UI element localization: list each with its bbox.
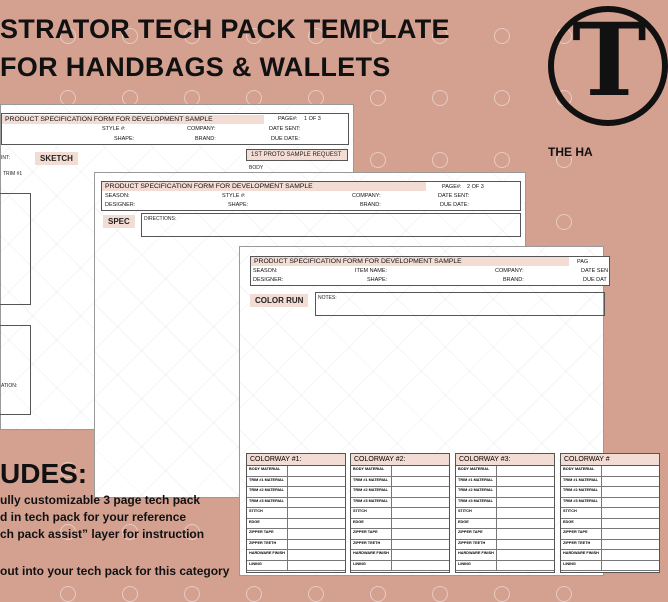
colorway-row-label: EDGE	[456, 519, 497, 529]
colorway-row-value	[288, 561, 345, 571]
page2-company-label: COMPANY:	[352, 193, 381, 199]
logo-letter: T	[572, 1, 647, 119]
colorway-row-value	[288, 550, 345, 560]
colorway-table	[455, 453, 555, 573]
colorway-row	[247, 508, 345, 519]
page1-header	[1, 113, 349, 145]
colorway-row	[247, 550, 345, 561]
tech-pack-page-3	[239, 246, 610, 576]
colorway-row-value	[392, 498, 449, 508]
watermark-circle	[122, 586, 138, 602]
colorway-row	[247, 519, 345, 530]
colorway-row-label: ZIPPER TAPE	[456, 529, 497, 539]
colorway-row	[456, 550, 554, 561]
proto-request-label: 1ST PROTO SAMPLE REQUEST	[251, 152, 342, 158]
colorway-row	[247, 529, 345, 540]
watermark-circle	[432, 152, 448, 168]
page2-season-label: SEASON:	[105, 193, 130, 199]
spec-label: SPEC	[103, 215, 135, 228]
colorway-row-value	[497, 498, 554, 508]
page2-style-label: STYLE #:	[222, 193, 246, 199]
colorway-row-value	[602, 487, 659, 497]
page1-brand-label: BRAND:	[195, 136, 216, 142]
colorway-row-label: ZIPPER TEETH	[247, 540, 288, 550]
page2-page-label: PAGE#:	[442, 184, 462, 190]
colorway-row-label: ZIPPER TAPE	[351, 529, 392, 539]
watermark-circle	[494, 152, 510, 168]
watermark-circle	[556, 586, 572, 602]
page1-left-fragment-1: INT:	[1, 155, 10, 161]
watermark-circle	[556, 214, 572, 230]
colorway-row-label: BODY MATERIAL	[351, 466, 392, 476]
includes-line-1: ully customizable 3 page tech pack	[0, 493, 201, 507]
colorway-row-label: TRIM #1 MATERIAL	[561, 477, 602, 487]
colorway-row-label: BODY MATERIAL	[456, 466, 497, 476]
page2-header	[101, 181, 521, 211]
colorway-row-value	[392, 529, 449, 539]
page3-company-label: COMPANY:	[495, 268, 524, 274]
page3-item-name-label: ITEM NAME:	[355, 268, 388, 274]
page1-form-title: PRODUCT SPECIFICATION FORM FOR DEVELOPMENT SAMPLE	[2, 115, 264, 124]
colorway-row-label: TRIM #1 MATERIAL	[351, 477, 392, 487]
colorway-row-value	[497, 550, 554, 560]
page1-left-fragment-3: ATION:	[1, 383, 18, 389]
colorway-row	[561, 550, 659, 561]
color-run-label: COLOR RUN	[250, 294, 308, 307]
colorway-row	[561, 487, 659, 498]
watermark-circle	[60, 586, 76, 602]
colorway-row	[351, 540, 449, 551]
colorway-row	[351, 529, 449, 540]
colorway-row-value	[497, 477, 554, 487]
colorway-row-label: LINING	[456, 561, 497, 571]
colorway-row-label: TRIM #1 MATERIAL	[456, 477, 497, 487]
notes-box	[315, 292, 605, 316]
colorway-row-value	[288, 529, 345, 539]
colorway-row	[247, 477, 345, 488]
colorway-row-value	[392, 477, 449, 487]
page3-brand-label: BRAND:	[503, 277, 524, 283]
colorway-row-label: HARDWARE FINISH	[456, 550, 497, 560]
colorway-row-value	[602, 498, 659, 508]
watermark-circle	[494, 90, 510, 106]
colorway-row-value	[602, 561, 659, 571]
page3-designer-label: DESIGNER:	[253, 277, 284, 283]
colorway-row	[561, 508, 659, 519]
watermark-circle	[370, 586, 386, 602]
colorway-row-value	[497, 508, 554, 518]
colorway-row-value	[288, 487, 345, 497]
colorway-row	[456, 519, 554, 530]
colorway-table	[246, 453, 346, 573]
directions-box	[141, 213, 521, 237]
colorway-row	[456, 508, 554, 519]
colorway-row	[561, 477, 659, 488]
colorway-row-label: STITCH	[561, 508, 602, 518]
colorway-row-value	[392, 550, 449, 560]
colorway-row	[351, 477, 449, 488]
colorway-row-value	[288, 466, 345, 476]
colorway-row	[247, 561, 345, 572]
colorway-row-label: LINING	[561, 561, 602, 571]
page2-brand-label: BRAND:	[360, 202, 381, 208]
page3-season-label: SEASON:	[253, 268, 278, 274]
colorway-row	[247, 487, 345, 498]
colorway-row-label: ZIPPER TAPE	[247, 529, 288, 539]
colorway-title: COLORWAY #1:	[247, 454, 345, 466]
colorway-row-label: TRIM #2 MATERIAL	[247, 487, 288, 497]
colorway-row-label: TRIM #1 MATERIAL	[247, 477, 288, 487]
watermark-circle	[184, 586, 200, 602]
colorway-row-label: TRIM #3 MATERIAL	[351, 498, 392, 508]
page1-left-box-2	[0, 325, 31, 415]
page3-header	[250, 256, 610, 286]
colorway-row-label: HARDWARE FINISH	[247, 550, 288, 560]
watermark-circle	[494, 28, 510, 44]
colorway-row	[456, 540, 554, 551]
colorway-row-value	[497, 561, 554, 571]
colorway-row-value	[392, 540, 449, 550]
colorway-row-label: TRIM #3 MATERIAL	[561, 498, 602, 508]
colorway-row-value	[392, 466, 449, 476]
page2-date-sent-label: DATE SENT:	[438, 193, 470, 199]
colorway-row	[561, 498, 659, 509]
includes-line-4: out into your tech pack for this category	[0, 564, 230, 578]
colorway-row	[561, 561, 659, 572]
colorway-title: COLORWAY #2:	[351, 454, 449, 466]
colorway-row-label: HARDWARE FINISH	[561, 550, 602, 560]
colorway-row-label: ZIPPER TEETH	[456, 540, 497, 550]
page3-due-label: DUE DAT	[583, 277, 607, 283]
page2-due-date-label: DUE DATE:	[440, 202, 469, 208]
page2-form-title: PRODUCT SPECIFICATION FORM FOR DEVELOPMENT SAMPLE	[102, 182, 426, 191]
watermark-circle	[494, 586, 510, 602]
colorway-row-value	[602, 466, 659, 476]
colorway-row-label: TRIM #3 MATERIAL	[456, 498, 497, 508]
watermark-circle	[370, 152, 386, 168]
includes-line-3: ch pack assist” layer for instruction	[0, 527, 205, 541]
colorway-row	[456, 487, 554, 498]
colorway-row	[247, 466, 345, 477]
colorway-row-label: TRIM #2 MATERIAL	[456, 487, 497, 497]
colorway-row-value	[602, 529, 659, 539]
page1-left-fragment-2: TRIM #1	[3, 171, 23, 177]
page1-date-sent-label: DATE SENT:	[269, 126, 301, 132]
colorway-row-value	[602, 477, 659, 487]
colorway-row	[456, 529, 554, 540]
colorway-row-label: LINING	[351, 561, 392, 571]
colorway-row	[351, 519, 449, 530]
colorway-title: COLORWAY #	[561, 454, 659, 466]
page2-page-value: 2 OF 3	[467, 184, 484, 190]
colorway-row	[247, 498, 345, 509]
page3-page-label: PAG	[577, 259, 589, 265]
colorway-row-label: STITCH	[456, 508, 497, 518]
colorway-row-value	[392, 519, 449, 529]
page3-date-label: DATE SEN	[581, 268, 609, 274]
colorway-row-value	[497, 466, 554, 476]
colorway-row-label: EDGE	[351, 519, 392, 529]
colorway-row-value	[602, 519, 659, 529]
colorway-row-value	[497, 540, 554, 550]
colorway-row-label: EDGE	[561, 519, 602, 529]
colorway-row-value	[288, 477, 345, 487]
colorway-row-label: HARDWARE FINISH	[351, 550, 392, 560]
watermark-circle	[432, 586, 448, 602]
watermark-circle	[246, 586, 262, 602]
colorway-row-label: ZIPPER TEETH	[351, 540, 392, 550]
colorway-row-label: STITCH	[351, 508, 392, 518]
colorway-row	[456, 466, 554, 477]
page2-shape-label: SHAPE:	[228, 202, 249, 208]
colorway-row	[561, 529, 659, 540]
notes-label: NOTES:	[318, 295, 337, 301]
body-label: BODY	[249, 165, 264, 171]
colorway-row	[351, 561, 449, 572]
banner-title-line2: FOR HANDBAGS & WALLETS	[0, 52, 391, 82]
colorway-row-label: BODY MATERIAL	[247, 466, 288, 476]
colorway-row-value	[392, 487, 449, 497]
page3-shape-label: SHAPE:	[367, 277, 388, 283]
colorway-table	[350, 453, 450, 573]
colorway-row-value	[602, 508, 659, 518]
watermark-circle	[370, 90, 386, 106]
colorway-row-label: LINING	[247, 561, 288, 571]
colorway-row	[351, 466, 449, 477]
colorway-title: COLORWAY #3:	[456, 454, 554, 466]
banner-title-line1: STRATOR TECH PACK TEMPLATE	[0, 14, 450, 44]
colorway-row-value	[392, 508, 449, 518]
colorway-row-value	[602, 550, 659, 560]
colorway-row-label: ZIPPER TAPE	[561, 529, 602, 539]
sketch-label: SKETCH	[35, 152, 78, 165]
colorway-row-label: ZIPPER TEETH	[561, 540, 602, 550]
colorway-row-value	[288, 498, 345, 508]
colorway-row	[351, 550, 449, 561]
includes-line-2: d in tech pack for your reference	[0, 510, 187, 524]
colorway-row	[456, 561, 554, 572]
colorway-row	[561, 540, 659, 551]
colorway-row-value	[288, 540, 345, 550]
colorway-row-label: TRIM #3 MATERIAL	[247, 498, 288, 508]
page1-company-label: COMPANY:	[187, 126, 216, 132]
colorway-row-label: BODY MATERIAL	[561, 466, 602, 476]
page1-due-date-label: DUE DATE:	[271, 136, 300, 142]
colorway-row-value	[392, 561, 449, 571]
colorway-row	[561, 519, 659, 530]
colorway-row	[247, 540, 345, 551]
colorway-row-label: TRIM #2 MATERIAL	[561, 487, 602, 497]
colorway-row-value	[497, 519, 554, 529]
includes-heading: UDES:	[0, 458, 88, 489]
colorway-row	[351, 498, 449, 509]
colorway-row	[351, 508, 449, 519]
colorway-row	[351, 487, 449, 498]
watermark-circle	[308, 586, 324, 602]
page2-designer-label: DESIGNER:	[105, 202, 136, 208]
colorway-row-label: TRIM #2 MATERIAL	[351, 487, 392, 497]
page1-style-label: STYLE #:	[102, 126, 126, 132]
colorway-row	[561, 466, 659, 477]
proto-request-box	[246, 149, 348, 161]
page3-form-title: PRODUCT SPECIFICATION FORM FOR DEVELOPMENT SAMPLE	[251, 257, 569, 266]
watermark-circle	[432, 90, 448, 106]
colorway-row-value	[497, 487, 554, 497]
page1-page-value: 1 OF 3	[304, 116, 321, 122]
colorway-row-value	[602, 540, 659, 550]
colorway-row-label: EDGE	[247, 519, 288, 529]
colorway-table	[560, 453, 660, 573]
colorway-row-value	[288, 508, 345, 518]
page1-page-label: PAGE#:	[278, 116, 298, 122]
colorway-row-label: STITCH	[247, 508, 288, 518]
colorway-row-value	[288, 519, 345, 529]
colorway-row	[456, 498, 554, 509]
directions-label: DIRECTIONS:	[144, 216, 177, 222]
colorway-row	[456, 477, 554, 488]
colorway-row-value	[497, 529, 554, 539]
page1-left-box	[0, 193, 31, 305]
page1-shape-label: SHAPE:	[114, 136, 135, 142]
brand-name: THE HA	[548, 145, 593, 159]
